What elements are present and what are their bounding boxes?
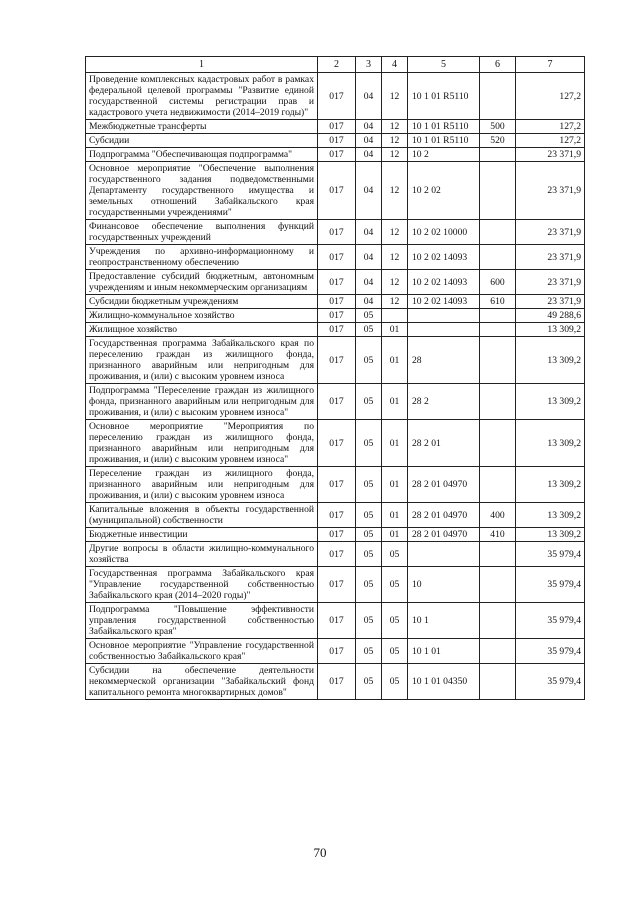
cell-subsection-code: 01 [382, 503, 408, 528]
cell-subsection-code: 01 [382, 384, 408, 420]
cell-ministry-code: 017 [318, 467, 356, 503]
cell-target-article: 10 1 01 [408, 639, 480, 664]
cell-row-name: Межбюджетные трансферты [86, 120, 318, 134]
cell-ministry-code: 017 [318, 220, 356, 245]
cell-expense-type [480, 664, 516, 700]
cell-section-code: 05 [356, 542, 382, 567]
cell-subsection-code [382, 309, 408, 323]
cell-row-name: Капитальные вложения в объекты государственной (муниципальной) собственности [86, 503, 318, 528]
cell-section-code: 05 [356, 603, 382, 639]
cell-amount: 13 309,2 [516, 384, 585, 420]
cell-section-code: 04 [356, 270, 382, 295]
table-body [86, 73, 585, 700]
cell-expense-type [480, 162, 516, 220]
cell-section-code: 05 [356, 420, 382, 467]
cell-section-code: 04 [356, 245, 382, 270]
cell-row-name: Бюджетные инвестиции [86, 528, 318, 542]
cell-amount: 127,2 [516, 120, 585, 134]
cell-amount: 49 288,6 [516, 309, 585, 323]
cell-amount: 35 979,4 [516, 603, 585, 639]
cell-section-code: 05 [356, 528, 382, 542]
cell-amount: 35 979,4 [516, 639, 585, 664]
cell-expense-type [480, 384, 516, 420]
cell-row-name: Субсидии [86, 134, 318, 148]
column-header-7: 7 [516, 57, 585, 73]
cell-row-name: Подпрограмма "Обеспечивающая подпрограмма" [86, 148, 318, 162]
cell-expense-type [480, 148, 516, 162]
table-row [86, 503, 585, 528]
cell-target-article: 10 2 02 14093 [408, 295, 480, 309]
cell-expense-type [480, 245, 516, 270]
cell-expense-type: 500 [480, 120, 516, 134]
cell-row-name: Предоставление субсидий бюджетным, автономным учреждениям и иным некоммерческим организациям [86, 270, 318, 295]
cell-section-code: 04 [356, 148, 382, 162]
column-header-2: 2 [318, 57, 356, 73]
cell-amount: 35 979,4 [516, 664, 585, 700]
cell-section-code: 05 [356, 337, 382, 384]
table-row [86, 420, 585, 467]
cell-section-code: 04 [356, 162, 382, 220]
cell-ministry-code: 017 [318, 528, 356, 542]
cell-target-article [408, 542, 480, 567]
table-row [86, 148, 585, 162]
cell-section-code: 05 [356, 567, 382, 603]
cell-amount: 13 309,2 [516, 528, 585, 542]
cell-ministry-code: 017 [318, 664, 356, 700]
cell-target-article: 28 2 01 04970 [408, 467, 480, 503]
cell-amount: 13 309,2 [516, 420, 585, 467]
cell-row-name: Субсидии на обеспечение деятельности некоммерческой организации "Забайкальский фонд капитального ремонта многоквартирных домов" [86, 664, 318, 700]
cell-row-name: Подпрограмма "Переселение граждан из жилищного фонда, признанного аварийным или непригодным для проживания, и (или) с высоким уровнем износа" [86, 384, 318, 420]
cell-section-code: 05 [356, 664, 382, 700]
table-row [86, 567, 585, 603]
cell-subsection-code: 05 [382, 639, 408, 664]
cell-row-name: Другие вопросы в области жилищно-коммунального хозяйства [86, 542, 318, 567]
cell-expense-type: 600 [480, 270, 516, 295]
cell-section-code: 04 [356, 73, 382, 120]
cell-expense-type: 610 [480, 295, 516, 309]
cell-row-name: Основное мероприятие "Мероприятия по переселению граждан из жилищного фонда, признанного аварийным или непригодным для проживания, и (или) с высоким уровнем износа" [86, 420, 318, 467]
cell-target-article: 10 2 02 14093 [408, 270, 480, 295]
column-header-3: 3 [356, 57, 382, 73]
cell-row-name: Основное мероприятие "Обеспечение выполнения государственного задания подведомственными Департаменту государственного имущества и земельных отношений Забайкальского края государственными учреждениями" [86, 162, 318, 220]
cell-ministry-code: 017 [318, 567, 356, 603]
column-header-5: 5 [408, 57, 480, 73]
cell-row-name: Субсидии бюджетным учреждениям [86, 295, 318, 309]
cell-ministry-code: 017 [318, 323, 356, 337]
cell-expense-type [480, 567, 516, 603]
cell-section-code: 05 [356, 467, 382, 503]
cell-subsection-code: 01 [382, 420, 408, 467]
cell-expense-type [480, 73, 516, 120]
cell-amount: 127,2 [516, 73, 585, 120]
cell-ministry-code: 017 [318, 603, 356, 639]
cell-row-name: Финансовое обеспечение выполнения функций государственных учреждений [86, 220, 318, 245]
cell-amount: 23 371,9 [516, 295, 585, 309]
cell-target-article [408, 323, 480, 337]
cell-expense-type [480, 639, 516, 664]
cell-target-article: 10 2 02 [408, 162, 480, 220]
cell-subsection-code: 12 [382, 148, 408, 162]
cell-ministry-code: 017 [318, 148, 356, 162]
cell-amount: 35 979,4 [516, 542, 585, 567]
cell-subsection-code: 12 [382, 73, 408, 120]
cell-section-code: 04 [356, 134, 382, 148]
cell-target-article [408, 309, 480, 323]
cell-amount: 23 371,9 [516, 220, 585, 245]
cell-row-name: Жилищно-коммунальное хозяйство [86, 309, 318, 323]
cell-expense-type: 400 [480, 503, 516, 528]
cell-amount: 23 371,9 [516, 270, 585, 295]
cell-amount: 23 371,9 [516, 148, 585, 162]
cell-target-article: 10 2 02 14093 [408, 245, 480, 270]
cell-ministry-code: 017 [318, 542, 356, 567]
cell-row-name: Основное мероприятие "Управление государственной собственностью Забайкальского края" [86, 639, 318, 664]
cell-row-name: Проведение комплексных кадастровых работ в рамках федеральной целевой программы "Развитие единой государственной системы регистрации прав и кадастрового учета недвижимости (2014–2019 годы)" [86, 73, 318, 120]
page-number: 70 [313, 845, 327, 860]
table-row [86, 528, 585, 542]
table-row [86, 384, 585, 420]
cell-subsection-code: 05 [382, 567, 408, 603]
cell-section-code: 05 [356, 309, 382, 323]
cell-section-code: 05 [356, 384, 382, 420]
cell-section-code: 04 [356, 295, 382, 309]
cell-target-article: 28 [408, 337, 480, 384]
cell-target-article: 28 2 [408, 384, 480, 420]
cell-target-article: 10 2 [408, 148, 480, 162]
table-row [86, 467, 585, 503]
cell-ministry-code: 017 [318, 162, 356, 220]
cell-expense-type [480, 337, 516, 384]
table-row [86, 323, 585, 337]
column-header-6: 6 [480, 57, 516, 73]
budget-table [85, 56, 585, 700]
table-header-row [86, 57, 585, 73]
cell-ministry-code: 017 [318, 639, 356, 664]
cell-ministry-code: 017 [318, 384, 356, 420]
cell-row-name: Государственная программа Забайкальского края по переселению граждан из жилищного фонда, признанного аварийным или непригодным для проживания, и (или) с высоким уровнем износа [86, 337, 318, 384]
cell-ministry-code: 017 [318, 337, 356, 384]
table-row [86, 73, 585, 120]
table-row [86, 664, 585, 700]
table-row [86, 220, 585, 245]
table-row [86, 295, 585, 309]
cell-row-name: Государственная программа Забайкальского края "Управление государственной собственностью Забайкальского края (2014–2020 годы)" [86, 567, 318, 603]
cell-subsection-code: 12 [382, 295, 408, 309]
table-row [86, 270, 585, 295]
cell-row-name: Подпрограмма "Повышение эффективности управления государственной собственностью Забайкальского края" [86, 603, 318, 639]
cell-target-article: 10 1 01 R5110 [408, 73, 480, 120]
cell-section-code: 05 [356, 639, 382, 664]
cell-expense-type [480, 542, 516, 567]
cell-ministry-code: 017 [318, 73, 356, 120]
cell-target-article: 10 1 01 R5110 [408, 120, 480, 134]
cell-subsection-code: 05 [382, 664, 408, 700]
cell-amount: 13 309,2 [516, 503, 585, 528]
cell-amount: 13 309,2 [516, 467, 585, 503]
cell-ministry-code: 017 [318, 245, 356, 270]
cell-expense-type [480, 323, 516, 337]
cell-section-code: 04 [356, 120, 382, 134]
cell-amount: 127,2 [516, 134, 585, 148]
table-row [86, 542, 585, 567]
cell-ministry-code: 017 [318, 309, 356, 323]
cell-target-article: 10 1 01 04350 [408, 664, 480, 700]
cell-amount: 13 309,2 [516, 323, 585, 337]
cell-expense-type [480, 420, 516, 467]
cell-row-name: Жилищное хозяйство [86, 323, 318, 337]
cell-subsection-code: 12 [382, 220, 408, 245]
column-header-1: 1 [86, 57, 318, 73]
column-header-4: 4 [382, 57, 408, 73]
cell-ministry-code: 017 [318, 503, 356, 528]
cell-amount: 23 371,9 [516, 162, 585, 220]
cell-section-code: 05 [356, 503, 382, 528]
cell-target-article: 10 2 02 10000 [408, 220, 480, 245]
cell-subsection-code: 05 [382, 603, 408, 639]
table-row [86, 120, 585, 134]
cell-target-article: 28 2 01 04970 [408, 528, 480, 542]
cell-subsection-code: 05 [382, 542, 408, 567]
table-row [86, 134, 585, 148]
cell-subsection-code: 12 [382, 245, 408, 270]
cell-subsection-code: 12 [382, 120, 408, 134]
cell-subsection-code: 01 [382, 337, 408, 384]
cell-subsection-code: 01 [382, 528, 408, 542]
cell-ministry-code: 017 [318, 295, 356, 309]
cell-target-article: 10 [408, 567, 480, 603]
table-row [86, 639, 585, 664]
table-row [86, 603, 585, 639]
cell-target-article: 28 2 01 [408, 420, 480, 467]
cell-subsection-code: 01 [382, 323, 408, 337]
cell-expense-type: 520 [480, 134, 516, 148]
cell-section-code: 05 [356, 323, 382, 337]
cell-subsection-code: 01 [382, 467, 408, 503]
cell-row-name: Переселение граждан из жилищного фонда, признанного аварийным или непригодным для проживания, и (или) с высоким уровнем износа [86, 467, 318, 503]
cell-ministry-code: 017 [318, 270, 356, 295]
cell-target-article: 10 1 [408, 603, 480, 639]
cell-expense-type: 410 [480, 528, 516, 542]
cell-target-article: 10 1 01 R5110 [408, 134, 480, 148]
cell-expense-type [480, 220, 516, 245]
cell-row-name: Учреждения по архивно-информационному и геопространственному обеспечению [86, 245, 318, 270]
cell-subsection-code: 12 [382, 162, 408, 220]
table-row [86, 309, 585, 323]
cell-expense-type [480, 309, 516, 323]
cell-expense-type [480, 603, 516, 639]
cell-expense-type [480, 467, 516, 503]
cell-amount: 13 309,2 [516, 337, 585, 384]
cell-target-article: 28 2 01 04970 [408, 503, 480, 528]
cell-subsection-code: 12 [382, 270, 408, 295]
table-row [86, 245, 585, 270]
cell-section-code: 04 [356, 220, 382, 245]
cell-amount: 23 371,9 [516, 245, 585, 270]
cell-ministry-code: 017 [318, 420, 356, 467]
cell-amount: 35 979,4 [516, 567, 585, 603]
table-row [86, 162, 585, 220]
cell-ministry-code: 017 [318, 134, 356, 148]
cell-ministry-code: 017 [318, 120, 356, 134]
cell-subsection-code: 12 [382, 134, 408, 148]
table-row [86, 337, 585, 384]
